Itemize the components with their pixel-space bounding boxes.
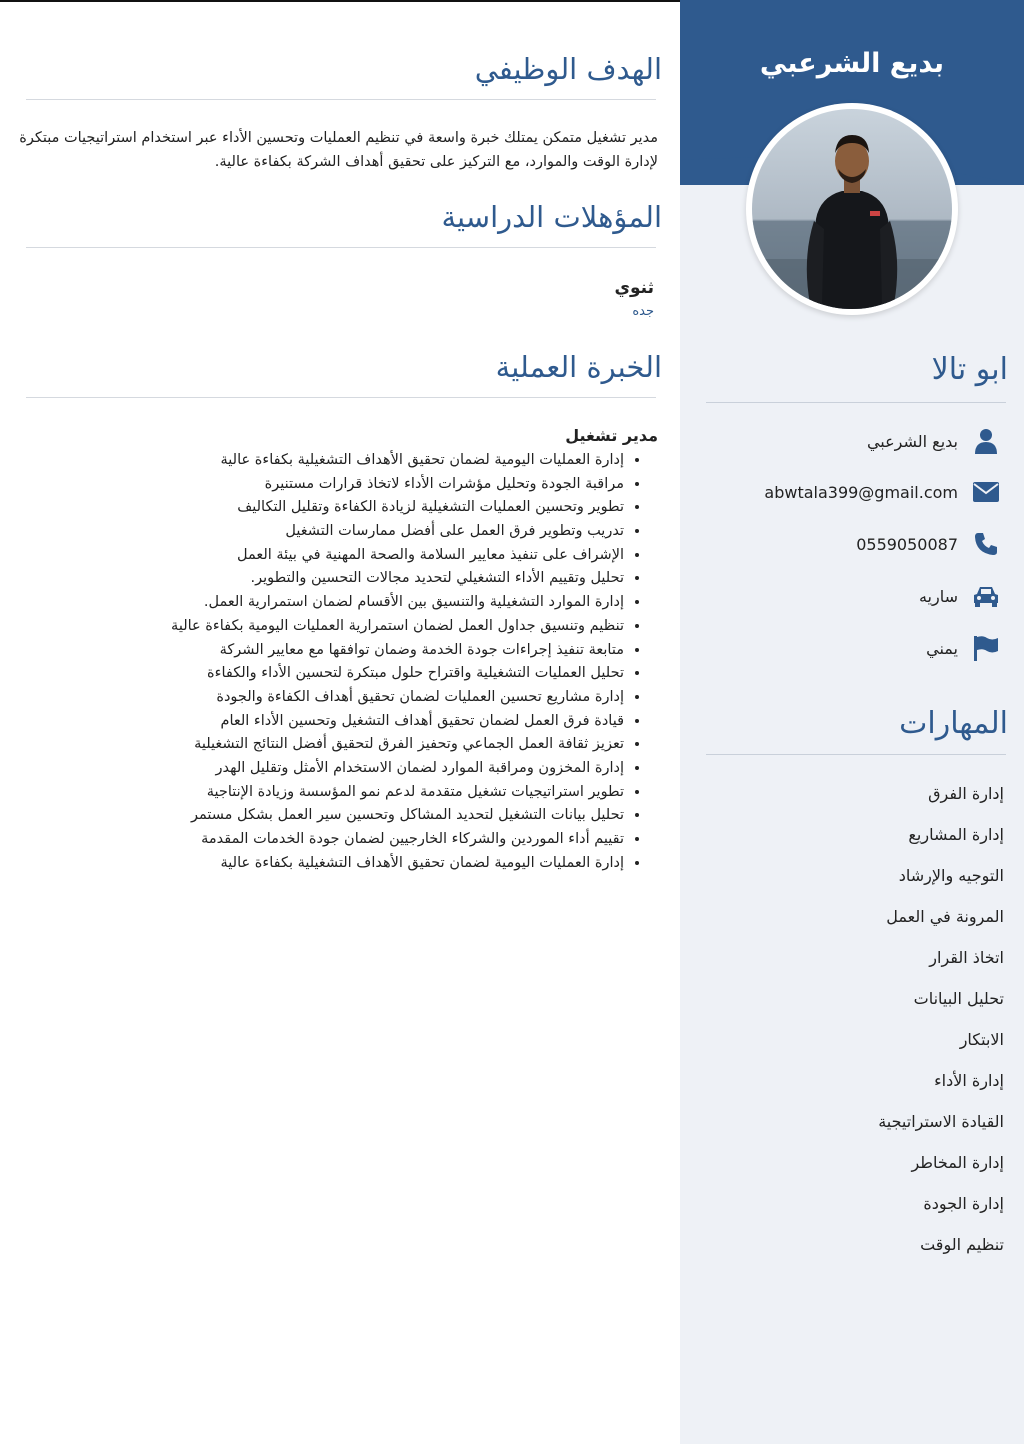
duty-item: • إدارة الموارد التشغيلية والتنسيق بين الأقسام لضمان استمرارية العمل.	[24, 591, 624, 615]
skill-item: تنظيم الوقت	[920, 1235, 1004, 1254]
profile-name: بديع الشرعبي	[759, 48, 945, 79]
skill-item: الابتكار	[959, 1030, 1004, 1049]
duties-list	[24, 449, 642, 875]
person-photo-icon	[752, 109, 952, 309]
education-title: المؤهلات الدراسية	[441, 200, 662, 234]
skill-item: إدارة الفرق	[928, 784, 1004, 803]
skill-item: إدارة المخاطر	[911, 1153, 1004, 1172]
objective-divider	[26, 99, 656, 100]
envelope-icon	[972, 478, 1000, 506]
skills-title: المهارات	[899, 706, 1008, 741]
skills-list	[704, 780, 1004, 1272]
duty-item: • إدارة العمليات اليومية لضمان تحقيق الأهداف التشغيلية بكفاءة عالية	[24, 449, 624, 473]
skill-item: القيادة الاستراتيجية	[878, 1112, 1004, 1131]
car-icon	[972, 582, 1000, 610]
contact-nationality-text: يمني	[926, 638, 958, 658]
objective-text: مدير تشغيل متمكن يمتلك خبرة واسعة في تنظيم العمليات وتحسين الأداء عبر استخدام استراتيجيات مبتكرة لإدارة الوقت والموارد، مع التركيز على تحقيق أهداف الشركة بكفاءة عالية.	[19, 130, 658, 170]
degree: ثنوي	[614, 278, 654, 298]
phone-icon	[972, 530, 1000, 558]
profile-photo	[746, 103, 958, 315]
objective-title: الهدف الوظيفي	[474, 52, 662, 86]
duty-item: • تقييم أداء الموردين والشركاء الخارجيين لضمان جودة الخدمات المقدمة	[24, 828, 624, 852]
skill-item: المرونة في العمل	[886, 907, 1004, 926]
duty-item: • تنظيم وتنسيق جداول العمل لضمان استمرارية العمليات اليومية بكفاءة عالية	[24, 615, 624, 639]
flag-icon	[972, 634, 1000, 662]
skill-item: إدارة الأداء	[934, 1071, 1004, 1090]
degree-place: جده	[632, 304, 654, 319]
duty-item: • مراقبة الجودة وتحليل مؤشرات الأداء لاتخاذ قرارات مستنيرة	[24, 473, 624, 497]
experience-divider	[26, 397, 656, 398]
duty-item: • تعزيز ثقافة العمل الجماعي وتحفيز الفرق لتحقيق أفضل النتائج التشغيلية	[24, 733, 624, 757]
sidebar	[680, 0, 1024, 1444]
education-divider	[26, 247, 656, 248]
contact-name	[700, 424, 1000, 458]
duty-item: • تدريب وتطوير فرق العمل على أفضل ممارسات التشغيل	[24, 520, 624, 544]
skills-divider	[706, 754, 1006, 755]
skill-item: التوجيه والإرشاد	[898, 866, 1004, 885]
duty-item: • تحليل العمليات التشغيلية واقتراح حلول مبتكرة لتحسين الأداء والكفاءة	[24, 662, 624, 686]
duty-item: • الإشراف على تنفيذ معايير السلامة والصحة المهنية في بيئة العمل	[24, 544, 624, 568]
experience-title: الخبرة العملية	[495, 350, 662, 384]
contact-name-text: بديع الشرعبي	[866, 431, 958, 451]
contact-email-text[interactable]: abwtala399@gmail.com	[764, 482, 958, 502]
duty-item: • إدارة العمليات اليومية لضمان تحقيق الأهداف التشغيلية بكفاءة عالية	[24, 852, 624, 876]
user-icon	[972, 427, 1000, 455]
duty-item: • إدارة مشاريع تحسين العمليات لضمان تحقيق أهداف الكفاءة والجودة	[24, 686, 624, 710]
contact-car-text: ساريه	[918, 586, 958, 606]
skill-item: إدارة المشاريع	[908, 825, 1004, 844]
duty-item: • إدارة المخزون ومراقبة الموارد لضمان الاستخدام الأمثل وتقليل الهدر	[24, 757, 624, 781]
contact-nationality	[700, 631, 1000, 665]
contact-car	[700, 579, 1000, 613]
contact-email[interactable]	[700, 475, 1000, 509]
skill-item: إدارة الجودة	[923, 1194, 1004, 1213]
nickname-divider	[706, 402, 1006, 403]
job-title: مدير تشغيل	[565, 426, 658, 445]
duty-item: • متابعة تنفيذ إجراءات جودة الخدمة وضمان توافقها مع معايير الشركة	[24, 639, 624, 663]
skill-item: تحليل البيانات	[913, 989, 1004, 1008]
nickname: ابو تالا	[931, 352, 1008, 387]
contact-phone-text[interactable]: 0559050087	[856, 534, 958, 554]
duty-item: • تحليل بيانات التشغيل لتحديد المشاكل وتحسين سير العمل بشكل مستمر	[24, 804, 624, 828]
skill-item: اتخاذ القرار	[929, 948, 1004, 967]
duty-item: • تطوير وتحسين العمليات التشغيلية لزيادة الكفاءة وتقليل التكاليف	[24, 496, 624, 520]
duty-item: • تحليل وتقييم الأداء التشغيلي لتحديد مجالات التحسين والتطوير.	[24, 567, 624, 591]
contact-phone[interactable]	[700, 527, 1000, 561]
duty-item: • تطوير استراتيجيات تشغيل متقدمة لدعم نمو المؤسسة وزيادة الإنتاجية	[24, 781, 624, 805]
duty-item: • قيادة فرق العمل لضمان تحقيق أهداف التشغيل وتحسين الأداء العام	[24, 710, 624, 734]
